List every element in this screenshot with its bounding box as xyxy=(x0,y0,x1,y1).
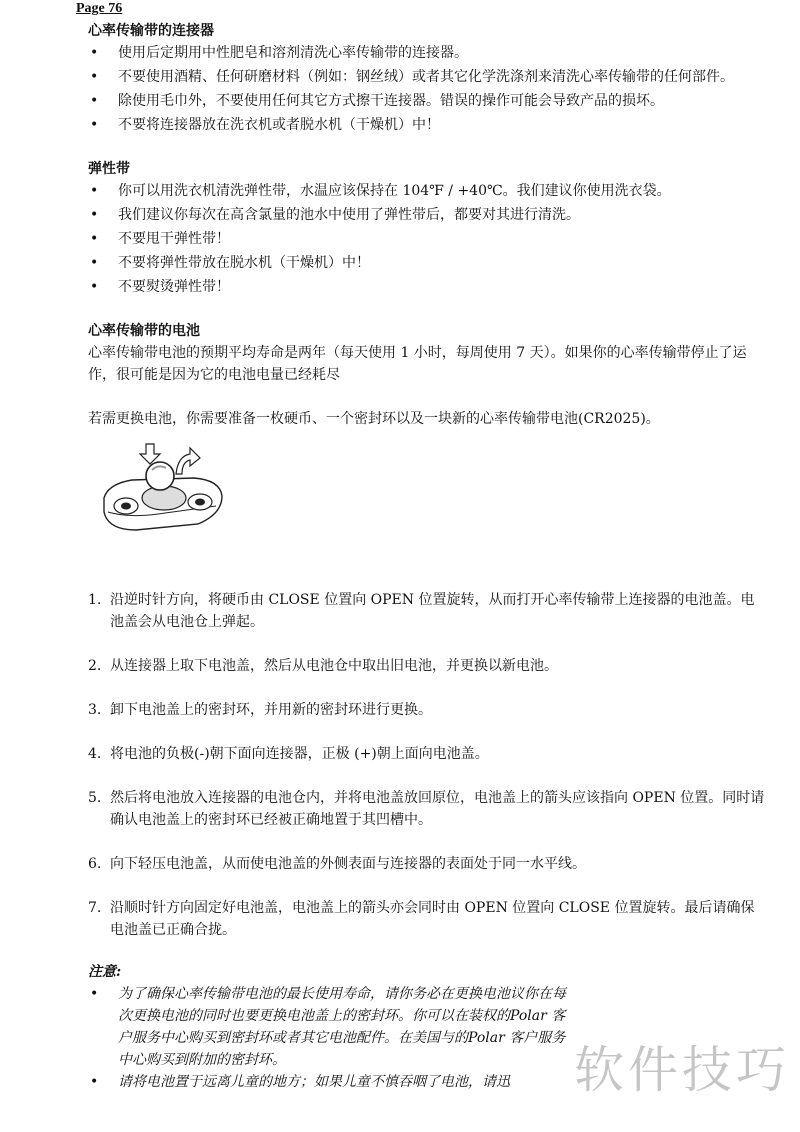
step-text: 向下轻压电池盖，从而使电池盖的外侧表面与连接器的表面处于同一水平线。 xyxy=(110,856,586,872)
step-item xyxy=(88,699,768,721)
step-item xyxy=(88,787,768,831)
step-number: 2. xyxy=(88,658,102,674)
step-number: 4. xyxy=(88,746,102,762)
note-list xyxy=(88,983,566,1093)
step-text: 将电池的负极(-)朝下面向连接器，正极 (+)朝上面向电池盖。 xyxy=(110,746,489,762)
note-item: • 为了确保心率传输带电池的最长使用寿命，请你务必在更换电池议你在每次更换电池的同时也要更换电池盖上的密封环。你可以在装权的Polar 客户服务中心购买到密封环或者其它电池配件。在美国与的Polar 客户服务中心购买到附加的密封环。 xyxy=(88,983,566,1071)
step-number: 5. xyxy=(88,790,102,806)
list-item: • 除使用毛巾外，不要使用任何其它方式擦干连接器。错误的操作可能会导致产品的损坏。 xyxy=(88,90,768,112)
connector-care-list xyxy=(88,42,768,136)
note-title: 注意: xyxy=(88,964,122,980)
step-item xyxy=(88,897,768,941)
list-item: • 不要将连接器放在洗衣机或者脱水机（干燥机）中！ xyxy=(88,114,768,136)
step-item xyxy=(88,853,768,875)
step-number: 7. xyxy=(88,900,102,916)
step-text: 从连接器上取下电池盖，然后从电池仓中取出旧电池，并更换以新电池。 xyxy=(110,658,558,674)
strap-section-title: 弹性带 xyxy=(88,161,130,177)
list-item: • 不要使用酒精、任何研磨材料（例如：钢丝绒）或者其它化学洗涤剂来清洗心率传输带的任何部件。 xyxy=(88,66,768,88)
battery-life-paragraph: 心率传输带电池的预期平均寿命是两年（每天使用 1 小时，每周使用 7 天）。如果你的心率传输带停止了运作，很可能是因为它的电池电量已经耗尽 xyxy=(88,345,747,383)
list-item: • 我们建议你每次在高含氯量的池水中使用了弹性带后，都要对其进行清洗。 xyxy=(88,204,768,226)
strap-care-list xyxy=(88,180,768,298)
list-item: • 使用后定期用中性肥皂和溶剂清洗心率传输带的连接器。 xyxy=(88,42,768,64)
step-item xyxy=(88,743,768,765)
battery-section-title: 心率传输带的电池 xyxy=(88,323,200,339)
page-number: Page 76 xyxy=(76,1,123,16)
step-item xyxy=(88,655,768,677)
step-number: 3. xyxy=(88,702,102,718)
step-text: 卸下电池盖上的密封环，并用新的密封环进行更换。 xyxy=(110,702,432,718)
watermark: 软件技巧 xyxy=(574,1041,790,1099)
battery-replacement-steps xyxy=(88,589,768,941)
connector-section-title: 心率传输带的连接器 xyxy=(88,23,214,39)
list-item: • 不要甩干弹性带！ xyxy=(88,228,768,250)
battery-supplies-paragraph: 若需更换电池，你需要准备一枚硬币、一个密封环以及一块新的心率传输带电池(CR2025)。 xyxy=(88,411,660,427)
note-item: • 请将电池置于远离儿童的地方；如果儿童不慎吞咽了电池，请迅 xyxy=(88,1071,566,1093)
step-text: 沿顺时针方向固定好电池盖，电池盖上的箭头亦会同时由 OPEN 位置向 CLOSE 位置旋转。最后请确保电池盖已正确合拢。 xyxy=(110,900,755,938)
list-item: • 不要熨烫弹性带！ xyxy=(88,276,768,298)
step-item xyxy=(88,589,768,633)
step-number: 6. xyxy=(88,856,102,872)
list-item: • 你可以用洗衣机清洗弹性带，水温应该保持在 104℉ / +40℃。我们建议你使用洗衣袋。 xyxy=(88,180,768,202)
page-content xyxy=(88,20,768,1093)
step-text: 然后将电池放入连接器的电池仓内，并将电池盖放回原位，电池盖上的箭头应该指向 OPEN 位置。同时请确认电池盖上的密封环已经被正确地置于其凹槽中。 xyxy=(110,790,765,828)
step-number: 1. xyxy=(88,592,102,608)
battery-cover-coin-illustration xyxy=(98,440,228,540)
list-item: • 不要将弹性带放在脱水机（干燥机）中！ xyxy=(88,252,768,274)
step-text: 沿逆时针方向，将硬币由 CLOSE 位置向 OPEN 位置旋转，从而打开心率传输带上连接器的电池盖。电池盖会从电池仓上弹起。 xyxy=(110,592,755,630)
